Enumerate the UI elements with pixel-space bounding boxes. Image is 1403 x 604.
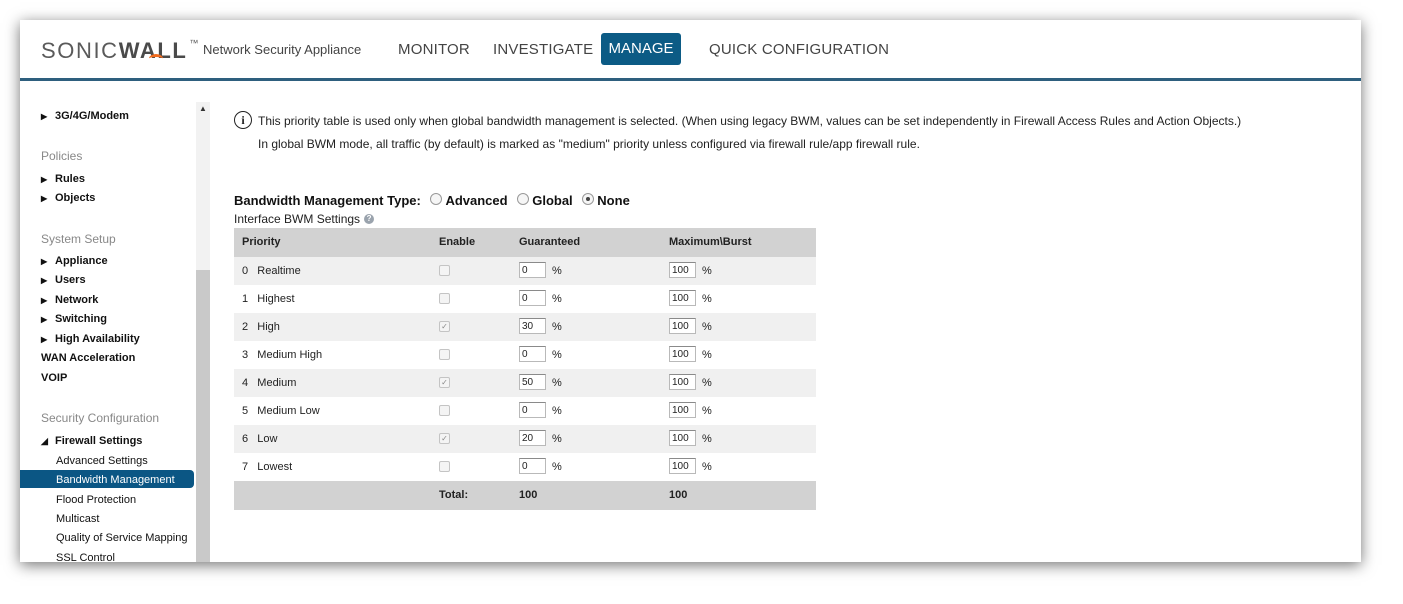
sidebar-item-wan-acceleration[interactable]: WAN Acceleration [41,352,136,364]
sidebar-scrollbar[interactable] [196,102,210,562]
table-row [234,341,816,369]
total-label: Total: [439,489,469,501]
sidebar-sub-advanced-settings[interactable]: Advanced Settings [56,455,148,467]
percent-unit: % [552,349,562,361]
percent-unit: % [552,405,562,417]
sidebar-item-voip[interactable]: VOIP [41,372,68,384]
bwm-type-label: Bandwidth Management Type: [234,193,421,208]
expand-arrow-icon: ▶ [41,257,48,266]
sidebar-sub-flood-protection[interactable]: Flood Protection [56,494,137,506]
enable-checkbox[interactable]: ✓ [439,433,450,444]
radio-global-label[interactable]: Global [532,193,573,208]
percent-unit: % [552,377,562,389]
expand-arrow-icon: ▶ [41,175,48,184]
table-total-row [234,481,816,510]
col-header-maximum-burst: Maximum\Burst [669,236,752,248]
expand-arrow-icon: ▶ [41,276,48,285]
table-row [234,425,816,453]
col-header-guaranteed: Guaranteed [519,236,581,248]
collapse-arrow-icon: ◢ [41,436,48,446]
priority-cell: 4 Medium [242,377,297,389]
nav-investigate[interactable]: INVESTIGATE [493,41,594,58]
sidebar-item-rules[interactable]: ▶ Rules [41,173,85,185]
sidebar-sub-qos-mapping[interactable]: Quality of Service Mapping [56,532,188,544]
expand-arrow-icon: ▶ [41,335,48,344]
enable-checkbox[interactable]: ✓ [439,321,450,332]
enable-checkbox[interactable] [439,461,450,472]
nav-quick-configuration[interactable]: QUICK CONFIGURATION [709,41,890,58]
sidebar-item-objects[interactable]: ▶ Objects [41,192,96,204]
interface-bwm-settings-label: Interface BWM Settings ? [234,212,374,226]
maximum-input[interactable]: 100 [669,402,696,418]
guaranteed-input[interactable]: 0 [519,290,546,306]
sidebar-item-users[interactable]: ▶ Users [41,274,86,286]
guaranteed-input[interactable]: 30 [519,318,546,334]
maximum-input[interactable]: 100 [669,458,696,474]
info-text-line1: This priority table is used only when global bandwidth management is selected. (When using legacy BWM, values can be set independently in Firewall Access Rules and Action Objects.) [258,114,1242,128]
sidebar-sub-ssl-control[interactable]: SSL Control [56,552,115,562]
priority-cell: 0 Realtime [242,265,301,277]
maximum-input[interactable]: 100 [669,318,696,334]
total-maximum: 100 [669,489,688,501]
priority-cell: 2 High [242,321,280,333]
col-header-enable: Enable [439,236,476,248]
bwm-type-row [234,193,630,208]
table-row [234,285,816,313]
sidebar-nav [20,102,212,562]
enable-checkbox[interactable] [439,405,450,416]
guaranteed-input[interactable]: 0 [519,262,546,278]
percent-unit: % [702,293,712,305]
guaranteed-input[interactable]: 50 [519,374,546,390]
guaranteed-input[interactable]: 0 [519,458,546,474]
maximum-input[interactable]: 100 [669,430,696,446]
percent-unit: % [702,265,712,277]
radio-global[interactable] [517,193,529,205]
radio-none-label[interactable]: None [597,193,630,208]
sidebar-heading-policies: Policies [41,149,83,163]
percent-unit: % [552,293,562,305]
sidebar-item-firewall-settings[interactable]: ◢ Firewall Settings [41,435,143,447]
percent-unit: % [552,265,562,277]
maximum-input[interactable]: 100 [669,290,696,306]
sidebar-sub-bandwidth-management[interactable]: Bandwidth Management [56,474,175,486]
col-header-priority: Priority [242,236,281,248]
expand-arrow-icon: ▶ [41,194,48,203]
radio-none[interactable] [582,193,594,205]
maximum-input[interactable]: 100 [669,346,696,362]
table-row [234,257,816,285]
sidebar-item-network[interactable]: ▶ Network [41,294,99,306]
info-icon: i [234,111,252,129]
radio-advanced[interactable] [430,193,442,205]
sidebar-item-high-availability[interactable]: ▶ High Availability [41,333,140,345]
guaranteed-input[interactable]: 0 [519,346,546,362]
priority-cell: 5 Medium Low [242,405,320,417]
sidebar-item-switching[interactable]: ▶ Switching [41,313,107,325]
priority-cell: 1 Highest [242,293,295,305]
table-header-row [234,228,816,257]
nav-manage[interactable]: MANAGE [601,33,681,65]
sidebar-item-appliance[interactable]: ▶ Appliance [41,255,108,267]
scroll-up-arrow-icon[interactable]: ▲ [199,104,207,113]
percent-unit: % [702,377,712,389]
percent-unit: % [702,349,712,361]
table-row [234,453,816,481]
nav-monitor[interactable]: MONITOR [398,41,470,58]
logo-flame-icon [149,54,163,63]
enable-checkbox[interactable]: ✓ [439,377,450,388]
percent-unit: % [702,321,712,333]
app-window [20,20,1361,562]
enable-checkbox[interactable] [439,265,450,276]
enable-checkbox[interactable] [439,293,450,304]
top-header [20,20,1361,81]
guaranteed-input[interactable]: 20 [519,430,546,446]
percent-unit: % [702,405,712,417]
percent-unit: % [552,461,562,473]
percent-unit: % [552,321,562,333]
radio-advanced-label[interactable]: Advanced [445,193,508,208]
scrollbar-thumb[interactable] [196,270,210,562]
priority-cell: 7 Lowest [242,461,293,473]
info-text-line2: In global BWM mode, all traffic (by default) is marked as "medium" priority unless configured via firewall rule/app firewall rule. [258,137,920,151]
priority-cell: 6 Low [242,433,278,445]
percent-unit: % [702,461,712,473]
sidebar-heading-system-setup: System Setup [41,232,116,246]
enable-checkbox[interactable] [439,349,450,360]
sidebar-heading-security-configuration: Security Configuration [41,411,160,425]
guaranteed-input[interactable]: 0 [519,402,546,418]
table-row [234,369,816,397]
total-guaranteed: 100 [519,489,538,501]
sonicwall-logo: SONICWALL ™ [41,38,199,63]
priority-table [234,228,816,510]
expand-arrow-icon: ▶ [41,112,48,121]
priority-cell: 3 Medium High [242,349,323,361]
maximum-input[interactable]: 100 [669,374,696,390]
percent-unit: % [552,433,562,445]
percent-unit: % [702,433,712,445]
sidebar-item-3g-4g-modem[interactable]: ▶ 3G/4G/Modem [41,110,129,122]
product-subtitle: Network Security Appliance [203,42,362,57]
help-icon[interactable]: ? [364,214,374,224]
table-row [234,313,816,341]
sidebar-sub-multicast[interactable]: Multicast [56,513,100,525]
expand-arrow-icon: ▶ [41,296,48,305]
maximum-input[interactable]: 100 [669,262,696,278]
table-row [234,397,816,425]
expand-arrow-icon: ▶ [41,315,48,324]
